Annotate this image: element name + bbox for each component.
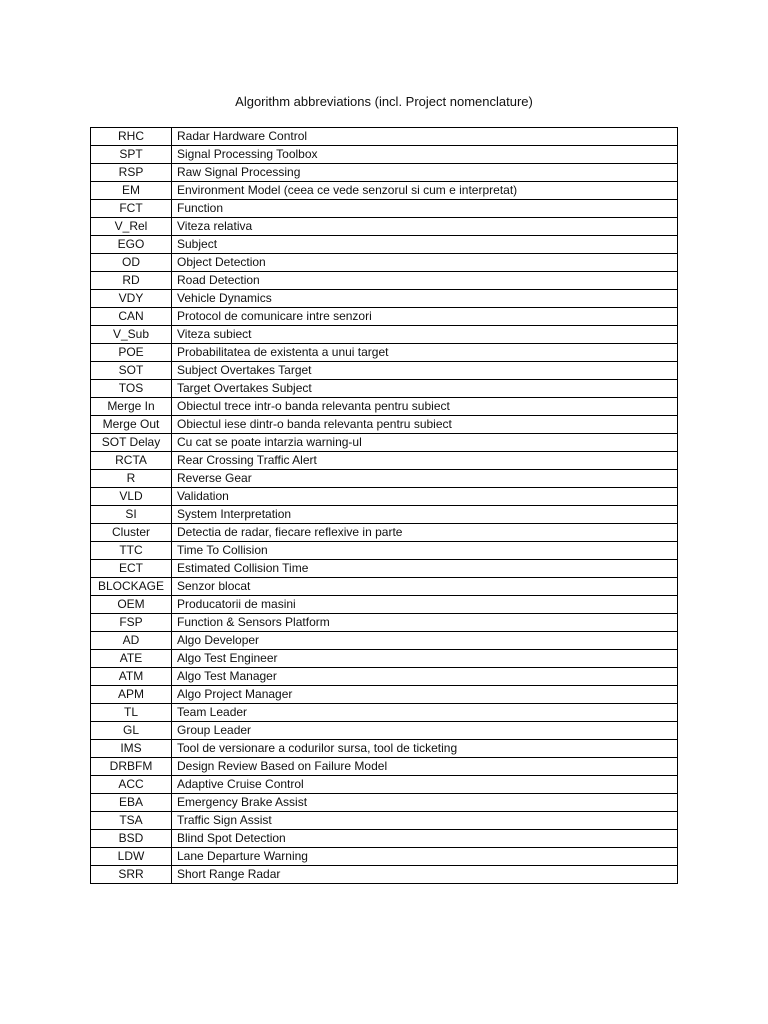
meaning-cell: Tool de versionare a codurilor sursa, tool de ticketing (172, 740, 678, 758)
table-row (91, 542, 678, 560)
table-row (91, 398, 678, 416)
meaning-cell: Function & Sensors Platform (172, 614, 678, 632)
meaning-cell: Blind Spot Detection (172, 830, 678, 848)
meaning-cell: System Interpretation (172, 506, 678, 524)
abbreviation-cell: RSP (91, 164, 172, 182)
abbreviation-cell: LDW (91, 848, 172, 866)
table-row (91, 776, 678, 794)
table-row (91, 560, 678, 578)
abbreviation-cell: ECT (91, 560, 172, 578)
meaning-cell: Algo Test Engineer (172, 650, 678, 668)
table-row (91, 758, 678, 776)
meaning-cell: Estimated Collision Time (172, 560, 678, 578)
meaning-cell: Rear Crossing Traffic Alert (172, 452, 678, 470)
abbreviations-table-body (91, 128, 678, 884)
table-row (91, 848, 678, 866)
table-row (91, 866, 678, 884)
table-row (91, 326, 678, 344)
table-row (91, 254, 678, 272)
abbreviation-cell: Cluster (91, 524, 172, 542)
table-row (91, 596, 678, 614)
document-title: Algorithm abbreviations (incl. Project nomenclature) (235, 94, 533, 109)
table-row (91, 200, 678, 218)
abbreviation-cell: ATM (91, 668, 172, 686)
abbreviation-cell: SPT (91, 146, 172, 164)
meaning-cell: Probabilitatea de existenta a unui target (172, 344, 678, 362)
table-row (91, 740, 678, 758)
abbreviation-cell: IMS (91, 740, 172, 758)
abbreviations-table (90, 127, 678, 884)
table-row (91, 668, 678, 686)
meaning-cell: Validation (172, 488, 678, 506)
meaning-cell: Raw Signal Processing (172, 164, 678, 182)
abbreviation-cell: ATE (91, 650, 172, 668)
meaning-cell: Protocol de comunicare intre senzori (172, 308, 678, 326)
meaning-cell: Traffic Sign Assist (172, 812, 678, 830)
meaning-cell: Subject Overtakes Target (172, 362, 678, 380)
meaning-cell: Radar Hardware Control (172, 128, 678, 146)
abbreviation-cell: SI (91, 506, 172, 524)
abbreviation-cell: ACC (91, 776, 172, 794)
abbreviation-cell: R (91, 470, 172, 488)
meaning-cell: Short Range Radar (172, 866, 678, 884)
abbreviation-cell: EBA (91, 794, 172, 812)
meaning-cell: Group Leader (172, 722, 678, 740)
meaning-cell: Adaptive Cruise Control (172, 776, 678, 794)
abbreviation-cell: EM (91, 182, 172, 200)
meaning-cell: Subject (172, 236, 678, 254)
meaning-cell: Function (172, 200, 678, 218)
abbreviation-cell: TL (91, 704, 172, 722)
meaning-cell: Object Detection (172, 254, 678, 272)
table-row (91, 272, 678, 290)
meaning-cell: Algo Developer (172, 632, 678, 650)
meaning-cell: Algo Test Manager (172, 668, 678, 686)
meaning-cell: Target Overtakes Subject (172, 380, 678, 398)
table-row (91, 416, 678, 434)
table-row (91, 344, 678, 362)
abbreviation-cell: SOT (91, 362, 172, 380)
abbreviation-cell: VLD (91, 488, 172, 506)
table-row (91, 614, 678, 632)
meaning-cell: Obiectul trece intr-o banda relevanta pentru subiect (172, 398, 678, 416)
table-row (91, 632, 678, 650)
abbreviation-cell: DRBFM (91, 758, 172, 776)
abbreviation-cell: APM (91, 686, 172, 704)
table-row (91, 722, 678, 740)
table-row (91, 524, 678, 542)
meaning-cell: Viteza relativa (172, 218, 678, 236)
meaning-cell: Viteza subiect (172, 326, 678, 344)
abbreviation-cell: V_Rel (91, 218, 172, 236)
table-row (91, 830, 678, 848)
table-row (91, 578, 678, 596)
meaning-cell: Algo Project Manager (172, 686, 678, 704)
abbreviation-cell: VDY (91, 290, 172, 308)
table-row (91, 506, 678, 524)
table-row (91, 380, 678, 398)
abbreviation-cell: SOT Delay (91, 434, 172, 452)
abbreviation-cell: OD (91, 254, 172, 272)
abbreviation-cell: Merge In (91, 398, 172, 416)
meaning-cell: Road Detection (172, 272, 678, 290)
abbreviation-cell: POE (91, 344, 172, 362)
abbreviation-cell: RD (91, 272, 172, 290)
table-row (91, 218, 678, 236)
table-row (91, 308, 678, 326)
table-row (91, 182, 678, 200)
abbreviation-cell: FCT (91, 200, 172, 218)
abbreviation-cell: AD (91, 632, 172, 650)
abbreviation-cell: V_Sub (91, 326, 172, 344)
table-row (91, 128, 678, 146)
abbreviation-cell: BLOCKAGE (91, 578, 172, 596)
table-row (91, 164, 678, 182)
meaning-cell: Detectia de radar, fiecare reflexive in parte (172, 524, 678, 542)
table-row (91, 794, 678, 812)
abbreviation-cell: SRR (91, 866, 172, 884)
table-row (91, 812, 678, 830)
meaning-cell: Design Review Based on Failure Model (172, 758, 678, 776)
meaning-cell: Vehicle Dynamics (172, 290, 678, 308)
table-row (91, 470, 678, 488)
table-row (91, 488, 678, 506)
abbreviation-cell: Merge Out (91, 416, 172, 434)
meaning-cell: Senzor blocat (172, 578, 678, 596)
table-row (91, 704, 678, 722)
abbreviation-cell: CAN (91, 308, 172, 326)
table-row (91, 362, 678, 380)
abbreviation-cell: TTC (91, 542, 172, 560)
abbreviation-cell: EGO (91, 236, 172, 254)
table-row (91, 686, 678, 704)
meaning-cell: Producatorii de masini (172, 596, 678, 614)
table-row (91, 236, 678, 254)
abbreviation-cell: BSD (91, 830, 172, 848)
meaning-cell: Signal Processing Toolbox (172, 146, 678, 164)
table-row (91, 434, 678, 452)
abbreviation-cell: RHC (91, 128, 172, 146)
meaning-cell: Time To Collision (172, 542, 678, 560)
meaning-cell: Cu cat se poate intarzia warning-ul (172, 434, 678, 452)
abbreviation-cell: TSA (91, 812, 172, 830)
meaning-cell: Environment Model (ceea ce vede senzorul si cum e interpretat) (172, 182, 678, 200)
meaning-cell: Reverse Gear (172, 470, 678, 488)
abbreviation-cell: OEM (91, 596, 172, 614)
abbreviation-cell: TOS (91, 380, 172, 398)
abbreviation-cell: GL (91, 722, 172, 740)
table-row (91, 452, 678, 470)
meaning-cell: Obiectul iese dintr-o banda relevanta pentru subiect (172, 416, 678, 434)
abbreviation-cell: RCTA (91, 452, 172, 470)
meaning-cell: Team Leader (172, 704, 678, 722)
abbreviation-cell: FSP (91, 614, 172, 632)
table-row (91, 650, 678, 668)
table-row (91, 146, 678, 164)
meaning-cell: Emergency Brake Assist (172, 794, 678, 812)
table-row (91, 290, 678, 308)
meaning-cell: Lane Departure Warning (172, 848, 678, 866)
